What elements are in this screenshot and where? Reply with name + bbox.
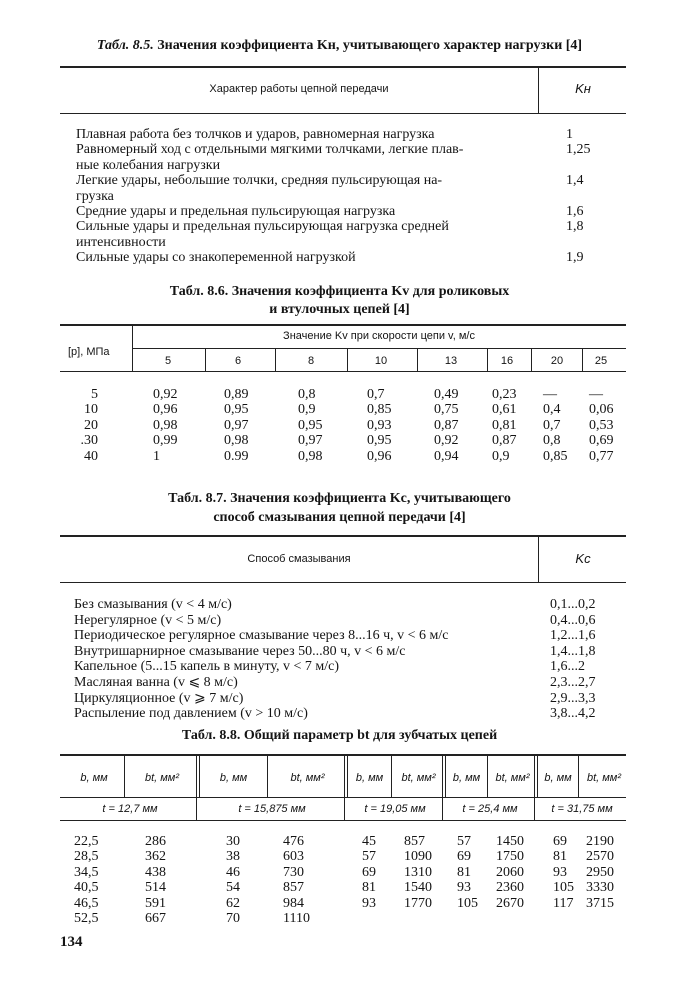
t86-value: 0,98 <box>298 448 323 464</box>
t88-header-bt: bt, мм² <box>586 772 622 784</box>
t85-row-text: ные колебания нагрузки <box>76 157 221 173</box>
t86-value: 0,7 <box>367 387 385 402</box>
t87-header-rule <box>60 582 626 583</box>
t85-row-value: 1,6 <box>566 204 584 219</box>
t85-caption-prefix: Табл. 8.5. <box>96 38 154 53</box>
t88-header-b: b, мм <box>355 772 384 784</box>
t87-row-text: Периодическое регулярное смазывание через 8...16 ч, v < 6 м/с <box>74 628 449 644</box>
t86-speed-header: 20 <box>550 355 564 367</box>
t86-caption-line1: Табл. 8.6. Значения коэффициента Kv для роликовых <box>169 284 510 299</box>
t88-b-value: 30 <box>226 834 240 849</box>
t88-b-value: 22,5 <box>74 834 99 849</box>
t87-row-value: 2,9...3,3 <box>550 690 596 706</box>
t85-row-text: Равномерный ход с отдельными мягкими толчками, легкие плав- <box>76 142 464 158</box>
t86-value: 1 <box>153 448 160 464</box>
t86-value: 0,61 <box>492 402 517 418</box>
t86-speed-header: 5 <box>164 355 172 367</box>
t85-row-text: Сильные удары со знакопеременной нагрузкой <box>76 250 356 266</box>
t85-header-divider <box>538 67 539 113</box>
t86-col-divider <box>347 349 348 371</box>
t86-value: 0,89 <box>224 387 249 402</box>
t85-row-value: 1,25 <box>566 142 591 158</box>
t88-header-b: b, мм <box>452 772 481 784</box>
t86-col-divider <box>531 349 532 371</box>
t87-row-value: 0,4...0,6 <box>550 612 596 628</box>
t86-value: 0,77 <box>589 448 614 464</box>
t86-value: 0,8 <box>543 433 561 449</box>
t86-value: 0,9 <box>298 402 316 418</box>
t88-bt-value: 984 <box>283 895 304 911</box>
t88-group-divider <box>534 755 535 820</box>
t88-group-divider <box>537 755 538 797</box>
t88-b-value: 38 <box>226 849 240 865</box>
t88-bt-value: 1090 <box>404 849 432 865</box>
t86-col-divider <box>275 349 276 371</box>
t88-header-bt: bt, мм² <box>290 772 325 784</box>
t85-caption <box>0 38 679 54</box>
t88-b-value: 54 <box>226 880 240 896</box>
t86-speed-header: 13 <box>444 355 458 367</box>
t86-pressure: 40 <box>84 448 98 464</box>
t88-header-b: b, мм <box>544 772 572 784</box>
t88-bt-value: 2360 <box>496 880 524 896</box>
t88-group-rule <box>60 820 626 821</box>
t88-b-value: 69 <box>553 834 567 849</box>
t88-b-value: 81 <box>553 849 567 865</box>
t86-top-rule <box>60 324 626 326</box>
t86-value: 0,99 <box>153 433 178 449</box>
t86-value: 0,97 <box>224 417 249 433</box>
t87-row-text: Распыление под давлением (v > 10 м/с) <box>74 706 308 722</box>
t88-b-value: 52,5 <box>74 911 99 926</box>
t88-group-label: t = 31,75 мм <box>551 803 613 815</box>
t86-value: 0,96 <box>367 448 392 464</box>
t86-value: — <box>543 387 557 402</box>
t88-b-value: 93 <box>457 880 471 896</box>
t88-b-value: 117 <box>553 895 574 911</box>
t86-pressure: .30 <box>80 433 98 449</box>
t86-value: 0,93 <box>367 417 392 433</box>
t85-row-value: 1,9 <box>566 250 584 266</box>
t88-bt-value: 1450 <box>496 834 524 849</box>
t87-col-header-2: Kс <box>575 551 591 566</box>
t88-bt-value: 1110 <box>283 911 310 926</box>
t86-value: 0,53 <box>589 417 614 433</box>
t86-group-rule <box>132 348 626 349</box>
page-number: 134 <box>60 934 83 950</box>
t86-header-rule <box>60 371 626 372</box>
t86-value: 0,8 <box>298 387 316 402</box>
t86-pressure: 20 <box>84 417 98 433</box>
t86-speed-header: 6 <box>234 355 242 367</box>
t88-col-divider <box>391 755 392 797</box>
t85-row-text: Плавная работа без толчков и ударов, равномерная нагрузка <box>76 127 435 142</box>
t86-value: 0,95 <box>298 417 323 433</box>
t88-caption: Табл. 8.8. Общий параметр bt для зубчатых цепей <box>181 728 498 743</box>
t88-b-value: 69 <box>457 849 471 865</box>
t86-col-divider <box>582 349 583 371</box>
t88-header-bt: bt, мм² <box>401 772 436 784</box>
t88-bt-value: 2670 <box>496 895 524 911</box>
t88-b-value: 105 <box>553 880 574 896</box>
t85-col-header-1: Характер работы цепной передачи <box>209 83 389 95</box>
t85-row-value: 1,8 <box>566 219 584 235</box>
t86-value: 0,92 <box>153 387 178 402</box>
t86-speed-header: 25 <box>594 355 608 367</box>
t88-bt-value: 3330 <box>586 880 614 896</box>
t88-col-divider <box>267 755 268 797</box>
t87-row-text: Масляная ванна (v ⩽ 8 м/с) <box>74 675 238 690</box>
t88-col-divider <box>124 755 125 797</box>
t86-value: 0,97 <box>298 433 323 449</box>
t87-col-header-1: Способ смазывания <box>247 553 351 565</box>
t86-value: 0,4 <box>543 402 561 418</box>
t86-group-header: Значение Kv при скорости цепи v, м/с <box>283 330 475 342</box>
t88-b-value: 70 <box>226 911 240 926</box>
t88-group-label: t = 15,875 мм <box>238 803 306 815</box>
t88-bt-value: 1540 <box>404 880 432 896</box>
t86-value: 0,95 <box>224 402 249 418</box>
t86-value: 0,7 <box>543 417 561 433</box>
t87-row-value: 3,8...4,2 <box>550 706 596 722</box>
t85-row-text: Сильные удары и предельная пульсирующая нагрузка средней <box>76 219 449 235</box>
t86-value: 0,87 <box>434 417 459 433</box>
t85-row-value: 1,4 <box>566 173 584 189</box>
t86-row-header: [p], МПа <box>68 346 110 358</box>
t87-caption-line1: Табл. 8.7. Значения коэффициента Kс, учитывающего <box>168 491 511 506</box>
t88-group-label: t = 12,7 мм <box>102 803 158 815</box>
t86-speed-header: 8 <box>307 355 315 367</box>
t88-bt-value: 514 <box>145 880 166 896</box>
t88-bt-value: 667 <box>145 911 166 926</box>
t85-row-text: грузка <box>76 188 114 204</box>
t86-value: 0,49 <box>434 387 459 402</box>
t88-bt-value: 438 <box>145 864 166 880</box>
t85-top-rule <box>60 66 626 68</box>
t85-header-rule <box>60 113 626 114</box>
t86-value: 0,9 <box>492 448 510 464</box>
t88-group-label: t = 25,4 мм <box>462 803 518 815</box>
t88-bt-value: 857 <box>283 880 304 896</box>
t87-caption-line2: способ смазывания цепной передачи [4] <box>213 510 466 525</box>
t88-bt-value: 591 <box>145 895 166 911</box>
t88-b-value: 28,5 <box>74 849 99 865</box>
t86-value: 0.99 <box>224 448 249 464</box>
t86-value: 0,81 <box>492 417 517 433</box>
t86-col-divider <box>417 349 418 371</box>
t87-row-value: 1,4...1,8 <box>550 643 596 659</box>
t88-b-value: 105 <box>457 895 478 911</box>
t87-row-value: 0,1...0,2 <box>550 597 596 612</box>
t86-value: 0,92 <box>434 433 459 449</box>
t88-col-divider <box>487 755 488 797</box>
t88-bt-value: 1310 <box>404 864 432 880</box>
t87-header-divider <box>538 536 539 582</box>
t87-row-text: Циркуляционное (v ⩾ 7 м/с) <box>74 690 244 706</box>
t88-bt-value: 2190 <box>586 834 614 849</box>
t86-pressure: 5 <box>91 387 98 402</box>
t85-row-text: интенсивности <box>76 234 166 250</box>
t86-value: 0,69 <box>589 433 614 449</box>
t88-bt-value: 1770 <box>404 895 432 911</box>
t86-caption-line2: и втулочных цепей [4] <box>269 302 410 317</box>
t88-bt-value: 2950 <box>586 864 614 880</box>
t86-value: 0,23 <box>492 387 517 402</box>
t86-speed-header: 10 <box>374 355 388 367</box>
t86-col-divider <box>487 349 488 371</box>
t86-speed-header: 16 <box>500 355 514 367</box>
t86-value: 0,98 <box>153 417 178 433</box>
t88-col-divider <box>578 755 579 797</box>
t86-value: 0,87 <box>492 433 517 449</box>
t88-bt-value: 2570 <box>586 849 614 865</box>
t88-b-value: 45 <box>362 834 376 849</box>
t86-value: 0,75 <box>434 402 459 418</box>
t85-row-text: Средние удары и предельная пульсирующая нагрузка <box>76 204 396 219</box>
t87-row-text: Внутришарнирное смазывание через 50...80 ч, v < 6 м/с <box>74 643 406 659</box>
t86-value: — <box>589 387 603 402</box>
t88-b-value: 57 <box>457 834 471 849</box>
t85-row-text: Легкие удары, небольшие толчки, средняя пульсирующая на- <box>76 173 443 189</box>
t88-header-rule <box>60 797 626 798</box>
t86-value: 0,85 <box>543 448 568 464</box>
t88-group-divider <box>445 755 446 797</box>
t88-group-divider <box>347 755 348 797</box>
t88-bt-value: 2060 <box>496 864 524 880</box>
t87-row-text: Без смазывания (v < 4 м/с) <box>74 597 232 612</box>
t88-group-divider <box>199 755 200 797</box>
t88-b-value: 81 <box>457 864 471 880</box>
t87-row-value: 1,2...1,6 <box>550 628 596 644</box>
t88-b-value: 46,5 <box>74 895 99 911</box>
t88-top-rule <box>60 754 626 756</box>
t87-row-text: Нерегулярное (v < 5 м/с) <box>74 612 222 628</box>
t88-header-bt: bt, мм² <box>495 772 530 784</box>
t88-bt-value: 476 <box>283 834 304 849</box>
t88-bt-value: 362 <box>145 849 166 865</box>
t88-b-value: 46 <box>226 864 240 880</box>
t86-value: 0,06 <box>589 402 614 418</box>
t88-header-b: b, мм <box>80 772 108 784</box>
t88-b-value: 81 <box>362 880 376 896</box>
t88-b-value: 57 <box>362 849 376 865</box>
t88-group-divider <box>344 755 345 820</box>
t88-b-value: 93 <box>553 864 567 880</box>
t88-bt-value: 1750 <box>496 849 524 865</box>
t88-header-bt: bt, мм² <box>144 772 180 784</box>
t85-caption-text: Значения коэффициента Kн, учитывающего характер нагрузки [4] <box>157 38 583 53</box>
t88-group-divider <box>196 755 197 820</box>
t88-b-value: 40,5 <box>74 880 99 896</box>
t86-value: 0,94 <box>434 448 459 464</box>
t88-header-b: b, мм <box>219 772 248 784</box>
t88-bt-value: 286 <box>145 834 166 849</box>
t88-bt-value: 3715 <box>586 895 614 911</box>
t86-pressure: 10 <box>84 402 98 418</box>
t86-value: 0,95 <box>367 433 392 449</box>
t88-group-label: t = 19,05 мм <box>364 803 426 815</box>
t86-value: 0,98 <box>224 433 249 449</box>
t88-b-value: 62 <box>226 895 240 911</box>
t87-top-rule <box>60 535 626 537</box>
t85-col-header-2: Kн <box>575 81 591 96</box>
t85-row-value: 1 <box>566 127 573 142</box>
t86-value: 0,85 <box>367 402 392 418</box>
t86-col-divider <box>205 349 206 371</box>
t86-value: 0,96 <box>153 402 178 418</box>
t88-b-value: 93 <box>362 895 376 911</box>
t87-row-value: 2,3...2,7 <box>550 675 596 690</box>
t88-bt-value: 730 <box>283 864 304 880</box>
t88-b-value: 69 <box>362 864 376 880</box>
t87-row-text: Капельное (5...15 капель в минуту, v < 7 м/с) <box>74 659 340 675</box>
t88-bt-value: 857 <box>404 834 425 849</box>
t88-group-divider <box>442 755 443 820</box>
t87-row-value: 1,6...2 <box>550 659 585 675</box>
t88-b-value: 34,5 <box>74 864 99 880</box>
t88-bt-value: 603 <box>283 849 304 865</box>
